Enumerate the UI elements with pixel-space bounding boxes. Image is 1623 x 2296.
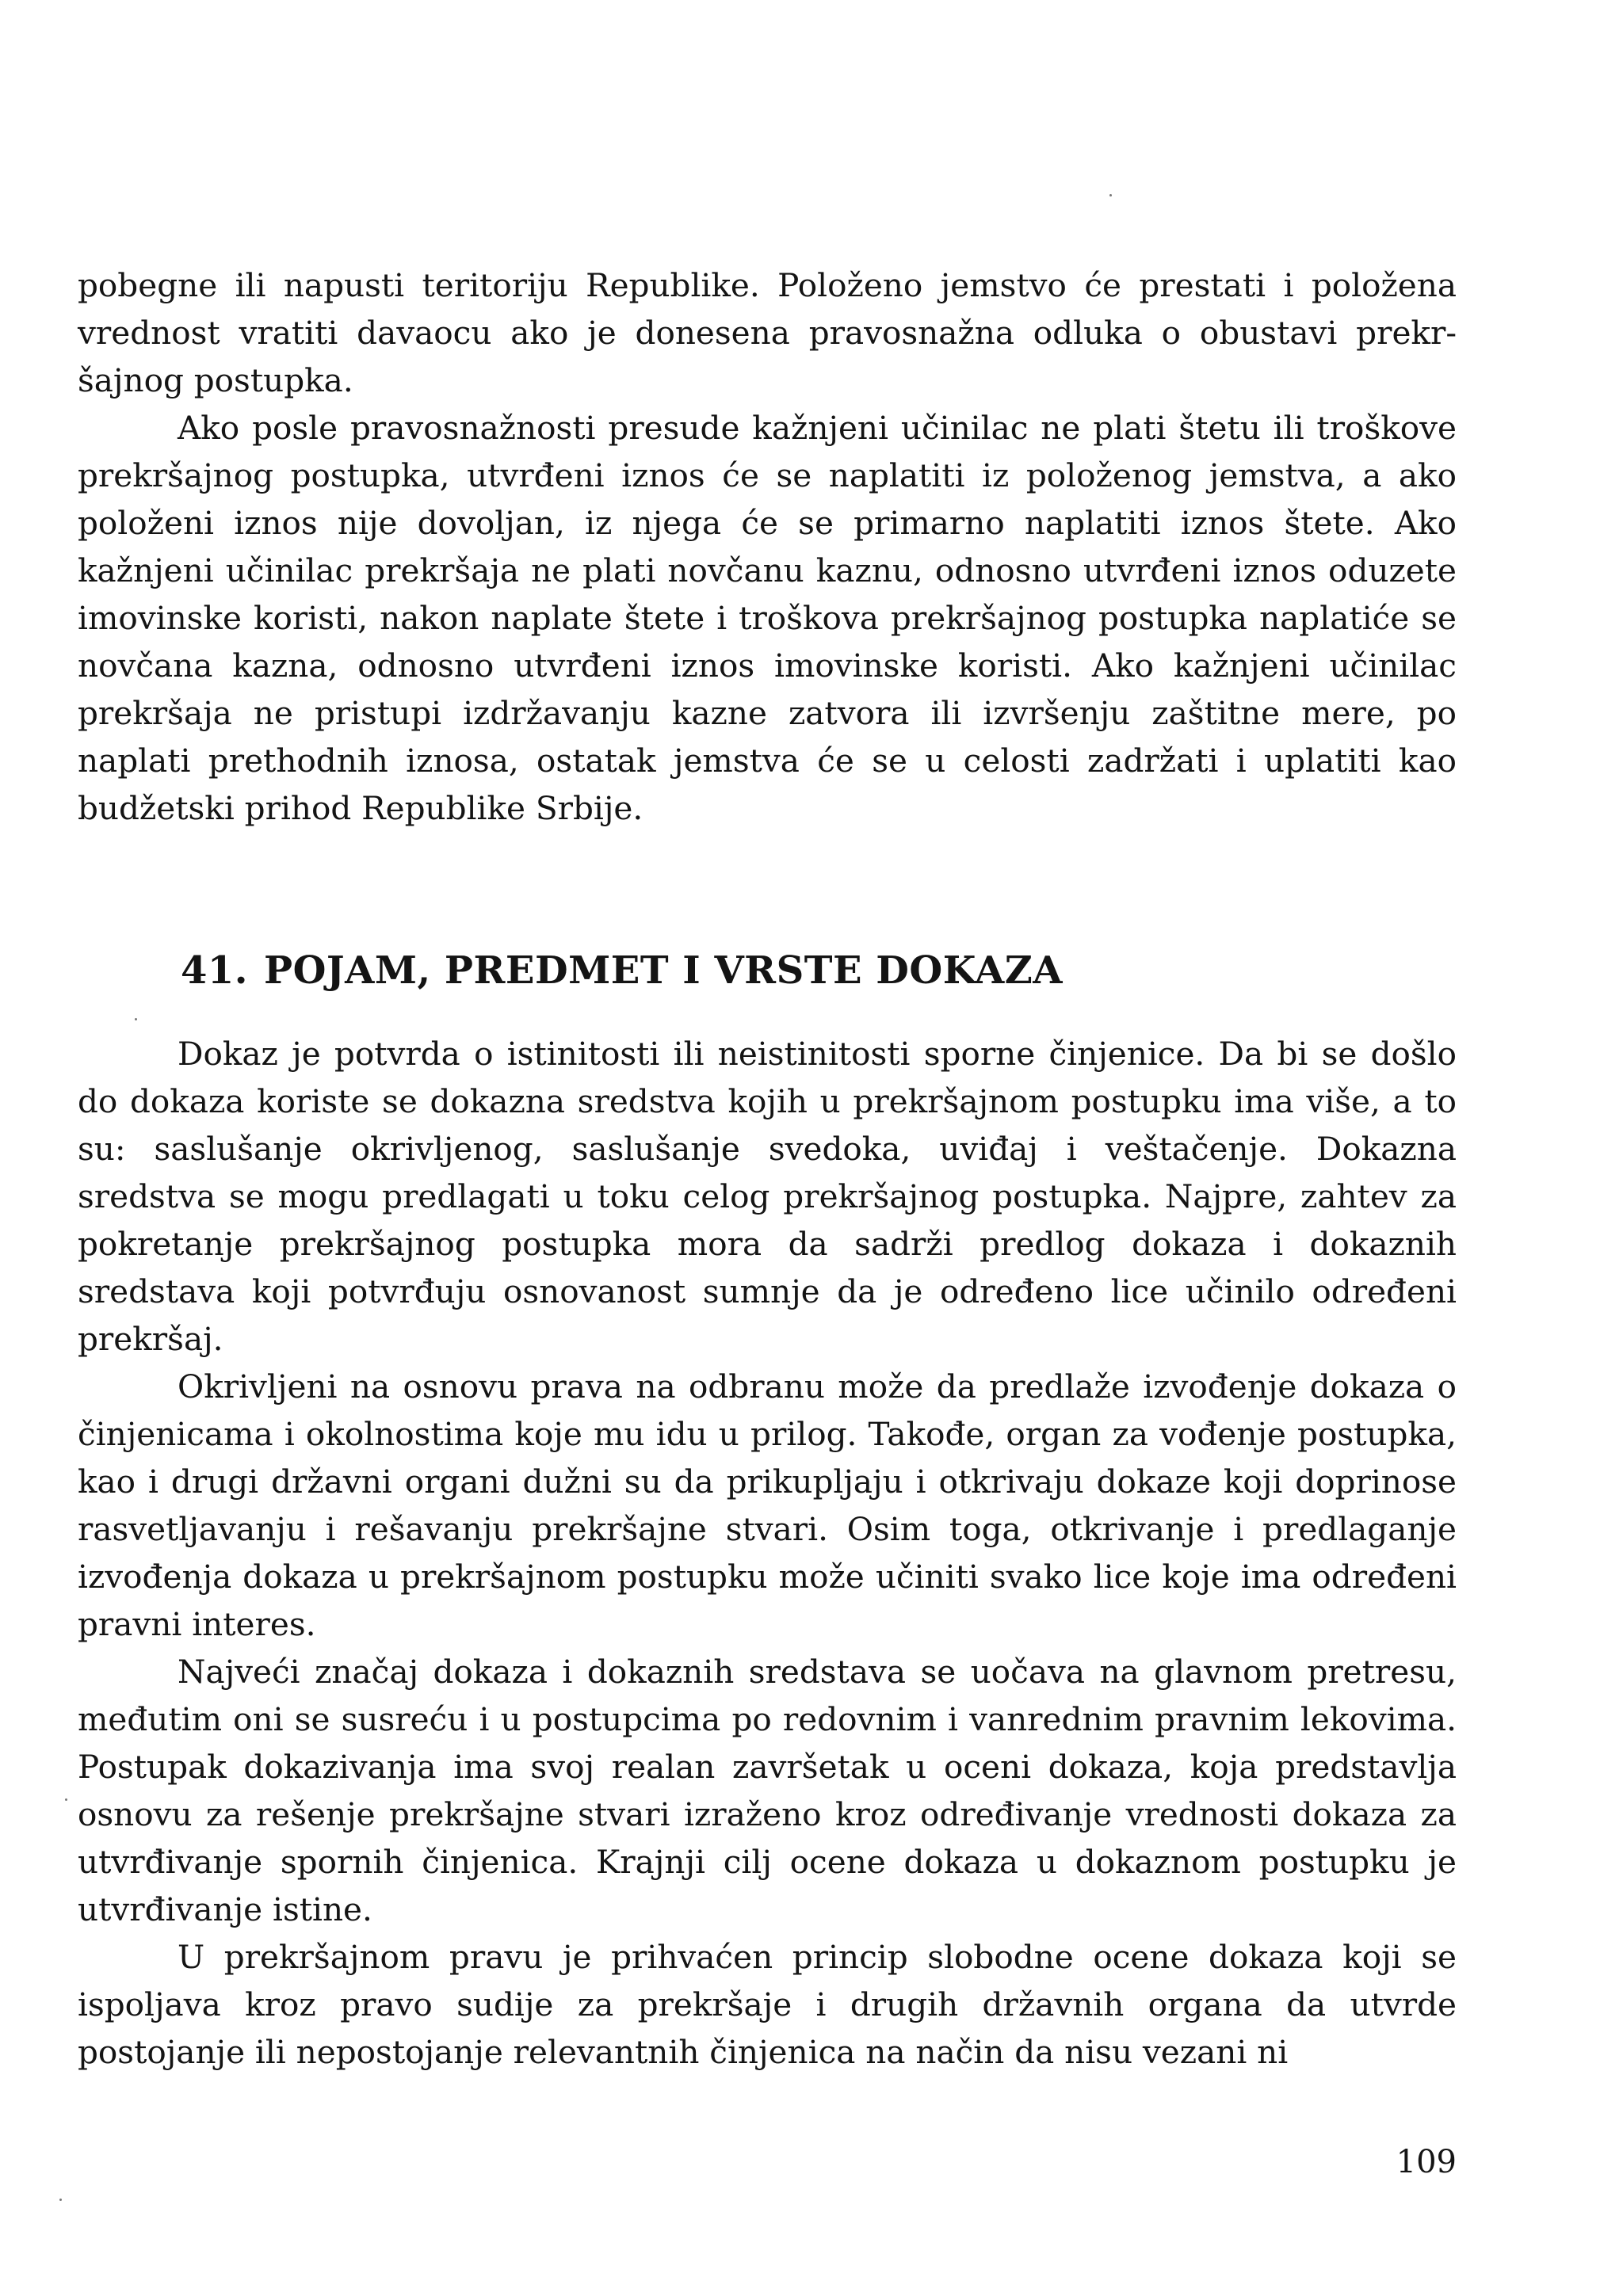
section-number: 41. — [181, 948, 249, 993]
section-title: POJAM, PREDMET I VRSTE DOKAZA — [264, 948, 1063, 993]
paragraph: Najveći značaj dokaza i dokaznih sredstava se uočava na glavnom pretresu, međutim oni se susreću i u postupcima po redovnim i vanrednim pravnim lekovima. Postupak dokazivanja ima svoj realan završetak u oceni dokaza, koja predstavlja osnovu za rešenje prekršajne stvari izraženo kroz određivanje vrednosti dokaza za utvrđivanje spornih činjenica. Krajnji cilj ocene dokaza u dokaznom postupku je utvrđivanje istine. — [78, 1653, 1457, 1928]
scan-speck — [1109, 194, 1112, 196]
scan-speck — [135, 1018, 137, 1020]
paragraph: Ako posle pravosnažnosti presude kažnjeni učinilac ne plati štetu ili troškove prekršajnog postupka, utvrđeni iznos će se naplatiti iz položenog jemstva, a ako položeni iznos nije dovoljan, iz njega će se primarno naplatiti iznos štete. Ako kažnjeni učinilac prekršaja ne plati novčanu kaznu, odnosno utvrđeni iznos oduzete imovinske koristi, nakon naplate štete i troškova prekršajnog postupka naplatiće se novčana kazna, odnosno utvrđeni iznos imovinske koristi. Ako kažnjeni učinilac prekršaja ne pristupi izdržavanju kazne zatvora ili izvršenju zaštitne mere, po naplati prethodnih iznosa, ostatak jemstva će se u celosti zadržati i uplatiti kao budžetski prihod Republike Srbije. — [78, 409, 1457, 827]
scan-speck — [59, 2199, 62, 2201]
section-heading — [181, 947, 1063, 994]
scan-speck — [65, 1798, 67, 1801]
paragraph: Okrivljeni na osnovu prava na odbranu može da predlaže izvođenje dokaza o činjenicama i okolnostima koje mu idu u prilog. Takođe, organ za vođenje postupka, kao i drugi državni organi dužni su da prikupljaju i otkrivaju dokaze koji doprinose rasvetljavanju i rešavanju prekršajne stvari. Osim toga, otkrivanje i predlaganje izvođenja dokaza u prekršajnom postupku može učiniti svako lice koje ima određeni pravni interes. — [78, 1367, 1457, 1643]
paragraph: pobegne ili napusti teritoriju Republike. Položeno jemstvo će prestati i položena vrednost vratiti davaocu ako je donesena pravosnažna odluka o obustavi prekršajnog postupka. — [78, 266, 1457, 399]
paragraph: Dokaz je potvrda o istinitosti ili neistinitosti sporne činjenice. Da bi se došlo do dokaza koriste se dokazna sredstva kojih u prekršajnom postupku ima više, a to su: saslušanje okrivljenog, saslušanje svedoka, uviđaj i veštačenje. Dokazna sredstva se mogu predlagati u toku celog prekršajnog postupka. Najpre, zahtev za pokretanje prekršajnog postupka mora da sadrži predlog dokaza i dokaznih sredstava koji potvrđuju osnovanost sumnje da je određeno lice učinilo određeni prekršaj. — [78, 1035, 1457, 1358]
section-body — [78, 1030, 1457, 2076]
page-number: 109 — [1396, 2144, 1457, 2180]
paragraph: U prekršajnom pravu je prihvaćen princip slobodne ocene dokaza koji se ispoljava kroz pravo sudije za prekršaje i drugih državnih organa da utvrde postojanje ili nepostojanje relevantnih činjenica na način da nisu vezani ni — [78, 1938, 1457, 2071]
continued-text-section — [78, 261, 1457, 832]
